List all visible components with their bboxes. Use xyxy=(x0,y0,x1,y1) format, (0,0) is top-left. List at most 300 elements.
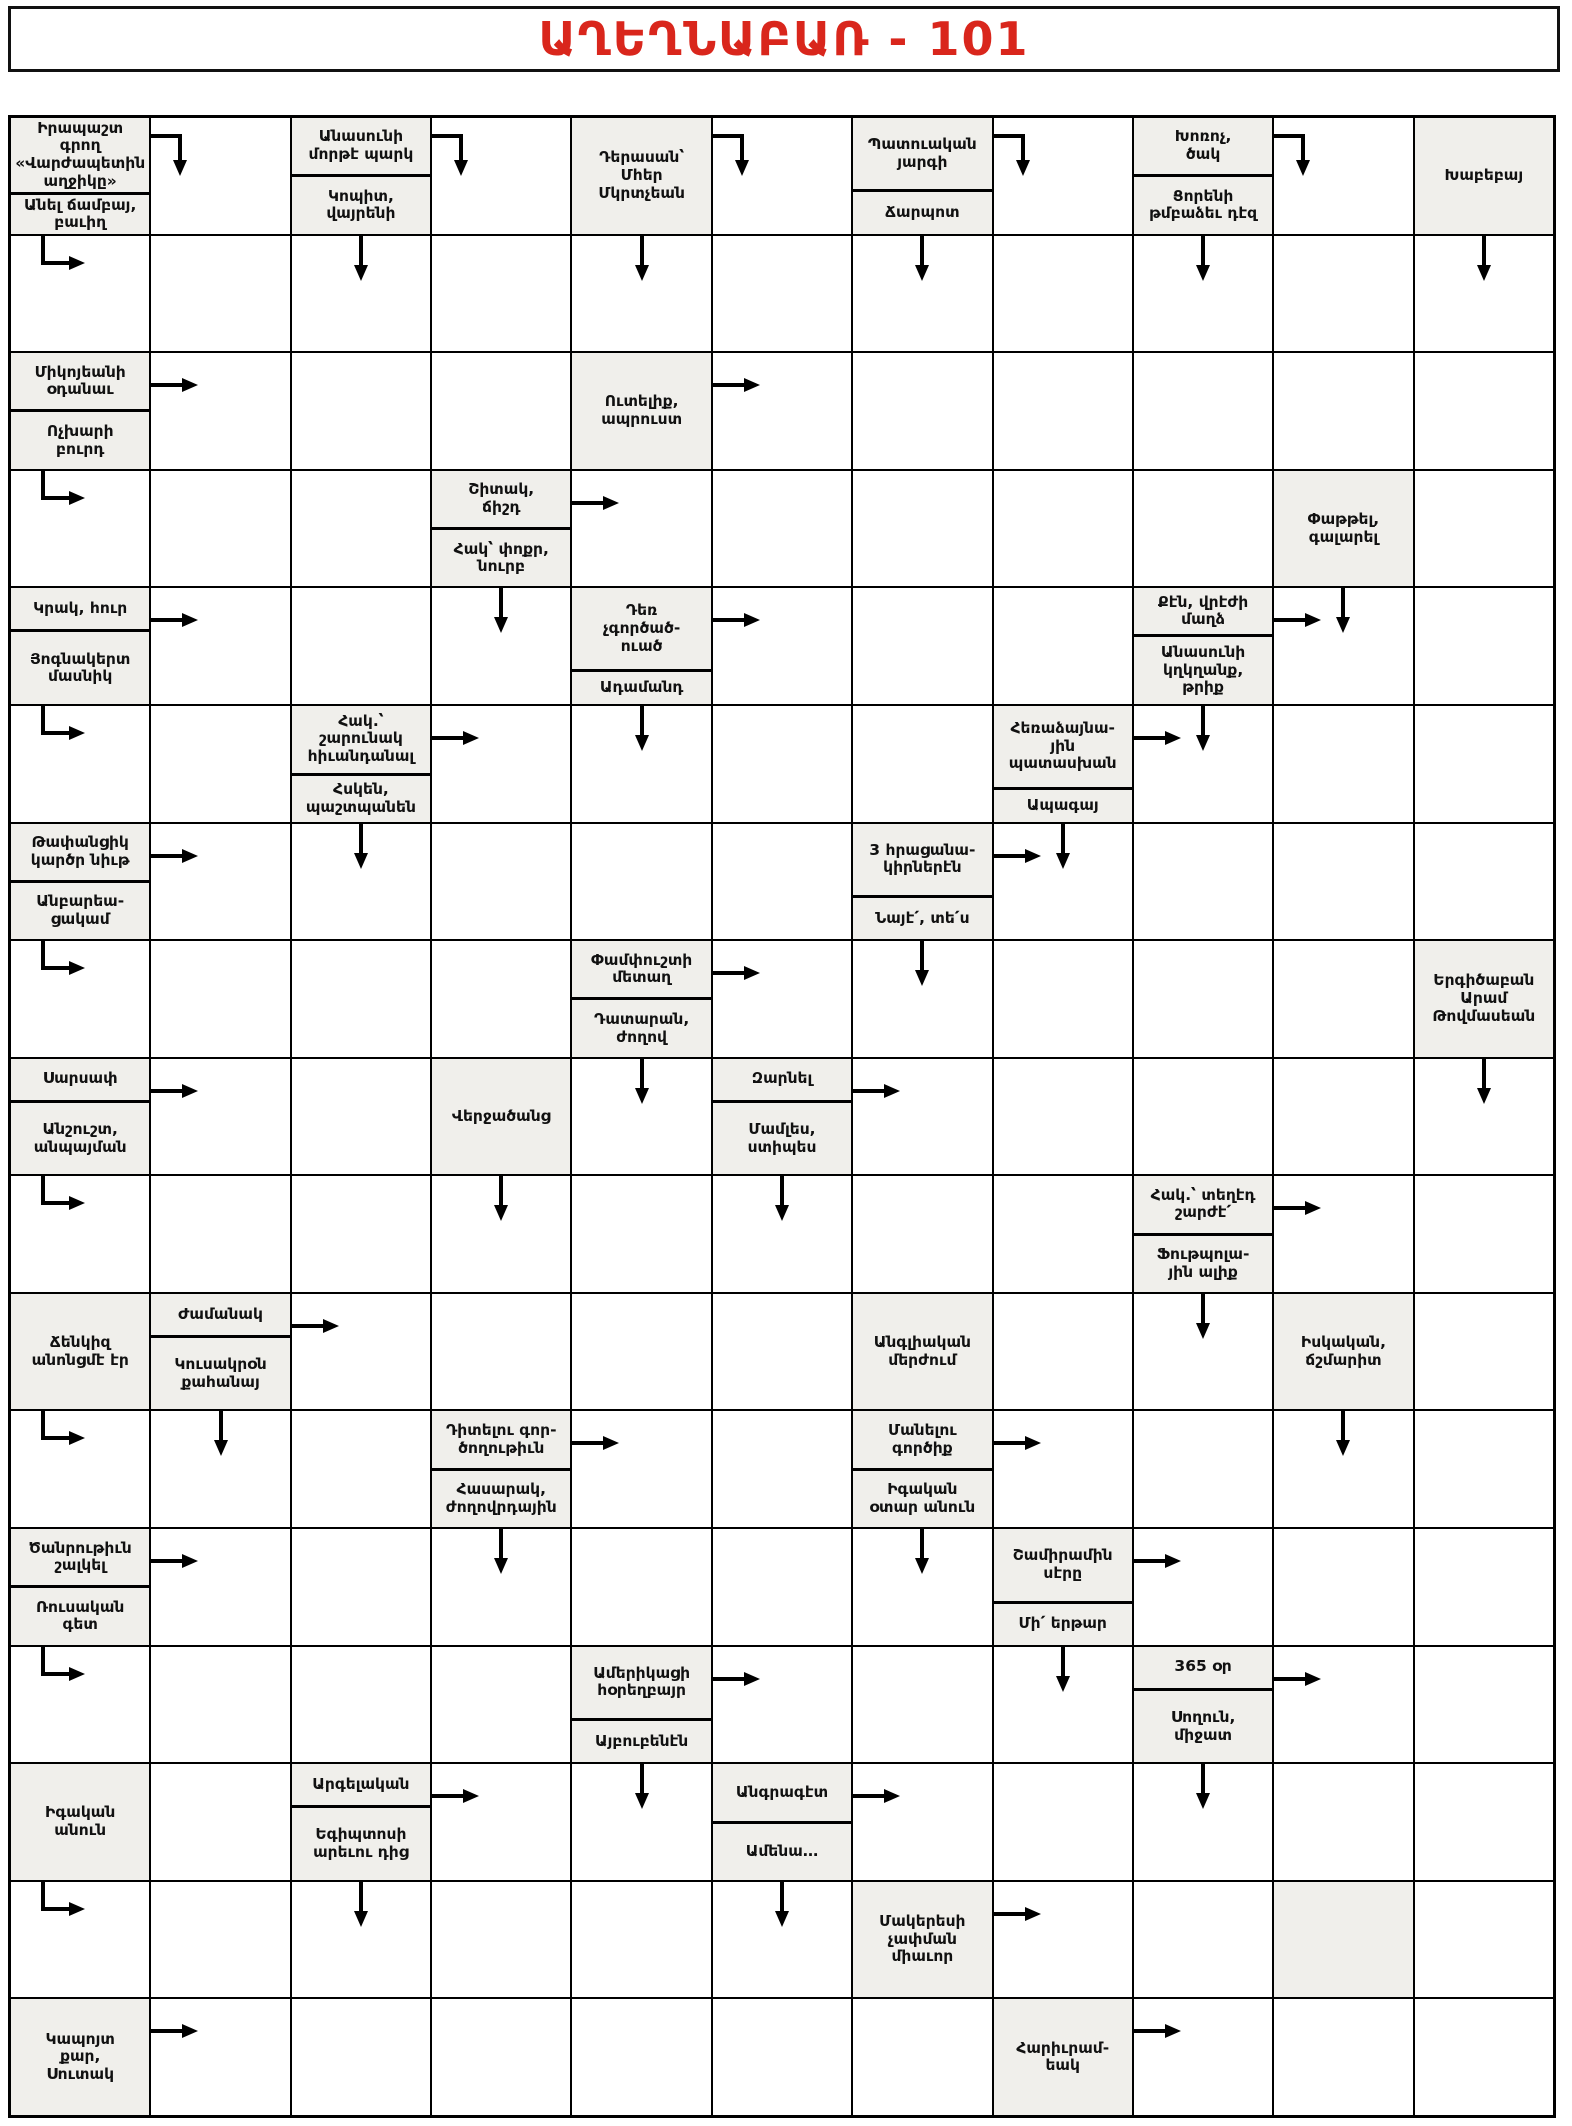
arrow-right-then-down-icon xyxy=(712,124,762,180)
clue-cell-r5c5 xyxy=(571,587,711,705)
answer-cell-r8c10[interactable] xyxy=(1273,940,1413,1058)
answer-cell-r9c9[interactable] xyxy=(1133,1058,1273,1176)
clue-text: Հեռաձայնա- յին պատասխան xyxy=(1008,718,1117,773)
answer-cell-r4c1[interactable] xyxy=(10,470,150,588)
clue-cell-r8c11 xyxy=(1414,940,1554,1058)
clue-text: Դեռ չգործած- ուած xyxy=(603,601,681,655)
answer-cell-r12c8[interactable] xyxy=(993,1410,1133,1528)
answer-cell-r7c5[interactable] xyxy=(571,823,711,941)
answer-cell-r5c6[interactable] xyxy=(712,587,852,705)
answer-cell-r4c11[interactable] xyxy=(1414,470,1554,588)
puzzle-title: ԱՂԵՂՆԱԲԱՌ - 101 xyxy=(538,12,1030,66)
answer-cell-r10c2[interactable] xyxy=(150,1175,290,1293)
clue-text: Անբարեա- ցակամ xyxy=(11,880,149,939)
clue-text: Եգիպտոսի արեւու դից xyxy=(292,1805,430,1879)
answer-cell-r3c10[interactable] xyxy=(1273,352,1413,470)
answer-cell-r13c9[interactable] xyxy=(1133,1528,1273,1646)
arrow-down-icon xyxy=(481,1528,521,1578)
answer-cell-r12c5[interactable] xyxy=(571,1410,711,1528)
answer-cell-r6c1[interactable] xyxy=(10,705,150,823)
answer-cell-r2c5[interactable] xyxy=(571,235,711,353)
answer-cell-r16c6[interactable] xyxy=(712,1881,852,1999)
clue-text: Շամիրամին սէրը xyxy=(1012,1546,1113,1582)
clue-cell-r13c8 xyxy=(993,1528,1133,1646)
clue-text: Անել ճամբայ, բաւիղ xyxy=(11,192,149,233)
answer-cell-r11c8[interactable] xyxy=(993,1293,1133,1411)
arrow-down-icon xyxy=(622,1763,662,1813)
arrow-down-icon xyxy=(341,235,381,285)
answer-cell-r15c2[interactable] xyxy=(150,1763,290,1881)
clue-cell-r15c1 xyxy=(10,1763,150,1881)
answer-cell-r13c7[interactable] xyxy=(852,1528,992,1646)
arrow-down-then-right-icon xyxy=(27,705,93,751)
clue-cell-r13c1 xyxy=(10,1528,150,1646)
answer-cell-r1c8[interactable] xyxy=(993,117,1133,235)
clue-cell-r6c3 xyxy=(291,705,431,823)
arrow-right-icon xyxy=(712,953,762,993)
arrow-right-then-down-icon xyxy=(993,124,1043,180)
clue-text: Շիտակ, ճիշդ xyxy=(468,480,535,516)
clue-cell-r11c7 xyxy=(852,1293,992,1411)
arrow-down-icon xyxy=(341,1881,381,1931)
answer-cell-r6c11[interactable] xyxy=(1414,705,1554,823)
clue-text: Մամլես, ստիպես xyxy=(713,1100,851,1174)
answer-cell-r3c3[interactable] xyxy=(291,352,431,470)
arrow-down-icon xyxy=(1183,1763,1223,1813)
answer-cell-r6c4[interactable] xyxy=(431,705,571,823)
clue-text: Խոռոչ, ծակ xyxy=(1174,127,1232,164)
answer-cell-r14c10[interactable] xyxy=(1273,1646,1413,1764)
answer-cell-r5c11[interactable] xyxy=(1414,587,1554,705)
answer-cell-r10c8[interactable] xyxy=(993,1175,1133,1293)
answer-cell-r4c7[interactable] xyxy=(852,470,992,588)
answer-cell-r4c3[interactable] xyxy=(291,470,431,588)
answer-cell-r11c3[interactable] xyxy=(291,1293,431,1411)
answer-cell-r16c1[interactable] xyxy=(10,1881,150,1999)
arrow-down-then-right-icon xyxy=(27,1646,93,1692)
clue-text: Կապոյտ քար, Սուտակ xyxy=(45,2029,115,2084)
answer-cell-r14c7[interactable] xyxy=(852,1646,992,1764)
clue-text: Սողուն, միջատ xyxy=(1134,1688,1272,1762)
puzzle-title-box xyxy=(8,6,1560,72)
answer-cell-r11c11[interactable] xyxy=(1414,1293,1554,1411)
answer-cell-r7c6[interactable] xyxy=(712,823,852,941)
arrow-down-icon xyxy=(622,235,662,285)
clue-cell-r15c6 xyxy=(712,1763,852,1881)
answer-cell-r12c10[interactable] xyxy=(1273,1410,1413,1528)
clue-cell-r10c9 xyxy=(1133,1175,1273,1293)
answer-cell-r15c4[interactable] xyxy=(431,1763,571,1881)
clue-text: Մի՛ երթար xyxy=(994,1601,1132,1645)
answer-cell-r2c2[interactable] xyxy=(150,235,290,353)
answer-cell-r14c6[interactable] xyxy=(712,1646,852,1764)
clue-text: Պատուական յարգի xyxy=(867,135,977,171)
answer-cell-r17c10[interactable] xyxy=(1273,1998,1413,2116)
answer-cell-r14c11[interactable] xyxy=(1414,1646,1554,1764)
answer-cell-r16c4[interactable] xyxy=(431,1881,571,1999)
answer-cell-r10c10[interactable] xyxy=(1273,1175,1413,1293)
answer-cell-r12c3[interactable] xyxy=(291,1410,431,1528)
clue-text: Ճարպոտ xyxy=(853,189,991,233)
answer-cell-r16c8[interactable] xyxy=(993,1881,1133,1999)
clue-cell-r11c2 xyxy=(150,1293,290,1411)
clue-cell-r1c11 xyxy=(1414,117,1554,235)
answer-cell-r4c9[interactable] xyxy=(1133,470,1273,588)
answer-cell-r3c4[interactable] xyxy=(431,352,571,470)
answer-cell-r2c8[interactable] xyxy=(993,235,1133,353)
answer-cell-r16c9[interactable] xyxy=(1133,1881,1273,1999)
answer-cell-r4c5[interactable] xyxy=(571,470,711,588)
answer-cell-r14c4[interactable] xyxy=(431,1646,571,1764)
arrow-down-icon xyxy=(341,823,381,873)
answer-cell-r7c4[interactable] xyxy=(431,823,571,941)
answer-cell-r2c7[interactable] xyxy=(852,235,992,353)
answer-cell-r10c5[interactable] xyxy=(571,1175,711,1293)
arrow-right-icon xyxy=(431,1776,481,1816)
clue-text: Երգիծաբան Արամ Թովմասեան xyxy=(1432,971,1536,1025)
clue-text: Իգական օտար անուն xyxy=(853,1468,991,1527)
arrow-right-icon xyxy=(150,600,200,640)
clue-cell-r14c9 xyxy=(1133,1646,1273,1764)
arrow-down-icon xyxy=(762,1881,802,1931)
answer-cell-r5c4[interactable] xyxy=(431,587,571,705)
clue-cell-r15c3 xyxy=(291,1763,431,1881)
clue-cell-r11c1 xyxy=(10,1293,150,1411)
answer-cell-r8c1[interactable] xyxy=(10,940,150,1058)
clue-cell-r6c8 xyxy=(993,705,1133,823)
answer-cell-r2c1[interactable] xyxy=(10,235,150,353)
clue-text: Դերասան՝ Մհեր Մկրտչեան xyxy=(598,148,685,202)
clue-text: Մակերեսի չափման միաւոր xyxy=(879,1912,966,1966)
answer-cell-r17c4[interactable] xyxy=(431,1998,571,2116)
arrow-right-icon xyxy=(1133,718,1183,758)
answer-cell-r5c3[interactable] xyxy=(291,587,431,705)
arrow-right-icon xyxy=(1273,1659,1323,1699)
answer-cell-r3c8[interactable] xyxy=(993,352,1133,470)
arrow-right-icon xyxy=(150,2011,200,2051)
answer-cell-r7c3[interactable] xyxy=(291,823,431,941)
answer-cell-r2c3[interactable] xyxy=(291,235,431,353)
clue-text: Ճենկիզ անոնցմէ էր xyxy=(31,1333,129,1369)
clue-text: Ժամանակ xyxy=(178,1304,263,1323)
arrow-right-then-down-icon xyxy=(431,124,481,180)
clue-text: Հարիւրամ- եակ xyxy=(1016,2038,1110,2075)
clue-text: Իսկական, ճշմարիտ xyxy=(1300,1333,1387,1369)
answer-cell-r17c11[interactable] xyxy=(1414,1998,1554,2116)
answer-cell-r2c4[interactable] xyxy=(431,235,571,353)
clue-text: Ամերիկացի հօրեղբայր xyxy=(593,1663,691,1700)
answer-cell-r6c7[interactable] xyxy=(852,705,992,823)
answer-cell-r3c7[interactable] xyxy=(852,352,992,470)
clue-cell-r5c1 xyxy=(10,587,150,705)
arrow-down-icon xyxy=(902,940,942,990)
answer-cell-r1c2[interactable] xyxy=(150,117,290,235)
arrow-down-icon xyxy=(481,587,521,637)
answer-cell-r6c6[interactable] xyxy=(712,705,852,823)
answer-cell-r6c9[interactable] xyxy=(1133,705,1273,823)
answer-cell-r17c7[interactable] xyxy=(852,1998,992,2116)
arrow-right-icon xyxy=(150,1071,200,1111)
answer-cell-r15c11[interactable] xyxy=(1414,1763,1554,1881)
arrow-down-icon xyxy=(1323,587,1363,637)
answer-cell-r7c11[interactable] xyxy=(1414,823,1554,941)
answer-cell-r5c7[interactable] xyxy=(852,587,992,705)
clue-text: Դատարան, ժողով xyxy=(572,997,710,1056)
clue-text: Ֆութպոլա- յին ալիք xyxy=(1134,1233,1272,1292)
arrow-right-icon xyxy=(1273,1188,1323,1228)
answer-cell-r8c2[interactable] xyxy=(150,940,290,1058)
clue-text: Կոպիտ, վայրենի xyxy=(292,174,430,233)
answer-cell-r16c11[interactable] xyxy=(1414,1881,1554,1999)
arrow-down-icon xyxy=(1183,705,1223,755)
answer-cell-r15c10[interactable] xyxy=(1273,1763,1413,1881)
answer-cell-r6c10[interactable] xyxy=(1273,705,1413,823)
arrow-down-icon xyxy=(1323,1410,1363,1460)
clue-cell-r7c7 xyxy=(852,823,992,941)
answer-cell-r16c5[interactable] xyxy=(571,1881,711,1999)
answer-cell-r15c5[interactable] xyxy=(571,1763,711,1881)
answer-cell-r16c2[interactable] xyxy=(150,1881,290,1999)
arrow-down-icon xyxy=(1043,823,1083,873)
arrow-right-icon xyxy=(993,1423,1043,1463)
answer-cell-r10c6[interactable] xyxy=(712,1175,852,1293)
answer-cell-r12c6[interactable] xyxy=(712,1410,852,1528)
answer-cell-r2c11[interactable] xyxy=(1414,235,1554,353)
answer-cell-r3c11[interactable] xyxy=(1414,352,1554,470)
answer-cell-r12c1[interactable] xyxy=(10,1410,150,1528)
answer-cell-r5c10[interactable] xyxy=(1273,587,1413,705)
clue-cell-r9c6 xyxy=(712,1058,852,1176)
arrow-down-icon xyxy=(201,1410,241,1460)
clue-text: Յոգնակերտ մասնիկ xyxy=(11,629,149,703)
arrow-down-icon xyxy=(762,1175,802,1225)
clue-text: 365 օր xyxy=(1174,1657,1232,1676)
arrow-right-icon xyxy=(993,1894,1043,1934)
answer-cell-r17c2[interactable] xyxy=(150,1998,290,2116)
clue-text: Այբուբենէն xyxy=(572,1718,710,1762)
answer-cell-r8c4[interactable] xyxy=(431,940,571,1058)
answer-cell-r10c11[interactable] xyxy=(1414,1175,1554,1293)
answer-cell-r15c7[interactable] xyxy=(852,1763,992,1881)
answer-cell-r15c8[interactable] xyxy=(993,1763,1133,1881)
arrow-right-icon xyxy=(993,836,1043,876)
answer-cell-r4c2[interactable] xyxy=(150,470,290,588)
arrow-down-icon xyxy=(902,1528,942,1578)
clue-text: Փամփուշտի մետաղ xyxy=(591,950,693,987)
answer-cell-r8c3[interactable] xyxy=(291,940,431,1058)
answer-cell-r7c9[interactable] xyxy=(1133,823,1273,941)
shaded-filler-cell-r16c10 xyxy=(1273,1881,1413,1999)
arrow-down-icon xyxy=(1043,1646,1083,1696)
answer-cell-r13c2[interactable] xyxy=(150,1528,290,1646)
answer-cell-r12c9[interactable] xyxy=(1133,1410,1273,1528)
arrow-down-then-right-icon xyxy=(27,470,93,516)
arrow-down-icon xyxy=(1183,235,1223,285)
arrow-down-then-right-icon xyxy=(27,1881,93,1927)
answer-cell-r5c2[interactable] xyxy=(150,587,290,705)
answer-cell-r13c5[interactable] xyxy=(571,1528,711,1646)
clue-cell-r4c10 xyxy=(1273,470,1413,588)
answer-cell-r10c4[interactable] xyxy=(431,1175,571,1293)
arrow-right-icon xyxy=(1133,2011,1183,2051)
answer-cell-r12c11[interactable] xyxy=(1414,1410,1554,1528)
clue-cell-r11c10 xyxy=(1273,1293,1413,1411)
arrow-right-then-down-icon xyxy=(150,124,200,180)
answer-cell-r1c6[interactable] xyxy=(712,117,852,235)
answer-cell-r13c3[interactable] xyxy=(291,1528,431,1646)
answer-cell-r6c5[interactable] xyxy=(571,705,711,823)
answer-cell-r11c5[interactable] xyxy=(571,1293,711,1411)
clue-text: Անգրագէտ xyxy=(735,1782,829,1801)
answer-cell-r17c5[interactable] xyxy=(571,1998,711,2116)
answer-cell-r16c3[interactable] xyxy=(291,1881,431,1999)
answer-cell-r17c9[interactable] xyxy=(1133,1998,1273,2116)
answer-cell-r8c7[interactable] xyxy=(852,940,992,1058)
answer-cell-r13c6[interactable] xyxy=(712,1528,852,1646)
answer-cell-r3c9[interactable] xyxy=(1133,352,1273,470)
answer-cell-r8c6[interactable] xyxy=(712,940,852,1058)
answer-cell-r2c9[interactable] xyxy=(1133,235,1273,353)
clue-text: Անգլիական մերժում xyxy=(873,1333,971,1369)
clue-cell-r1c1 xyxy=(10,117,150,235)
clue-cell-r3c1 xyxy=(10,352,150,470)
answer-cell-r9c8[interactable] xyxy=(993,1058,1133,1176)
answer-cell-r11c6[interactable] xyxy=(712,1293,852,1411)
arrow-right-icon xyxy=(712,1659,762,1699)
clue-cell-r12c7 xyxy=(852,1410,992,1528)
clue-text: Ցորենի թմբաձեւ դէզ xyxy=(1134,174,1272,233)
arrow-right-icon xyxy=(571,483,621,523)
arrow-down-then-right-icon xyxy=(27,940,93,986)
clue-text: Խաբեբայ xyxy=(1444,165,1524,184)
answer-cell-r14c8[interactable] xyxy=(993,1646,1133,1764)
clue-text: Անշուշտ, անպայման xyxy=(11,1100,149,1174)
answer-cell-r9c3[interactable] xyxy=(291,1058,431,1176)
clue-text: Ոչխարի բուրդ xyxy=(11,409,149,468)
answer-cell-r6c2[interactable] xyxy=(150,705,290,823)
answer-cell-r13c4[interactable] xyxy=(431,1528,571,1646)
clue-text: Ծանրութիւն շալկել xyxy=(28,1538,132,1575)
answer-cell-r7c10[interactable] xyxy=(1273,823,1413,941)
arrow-down-then-right-icon xyxy=(27,1175,93,1221)
answer-cell-r13c10[interactable] xyxy=(1273,1528,1413,1646)
arrow-right-then-down-icon xyxy=(1273,124,1323,180)
clue-cell-r16c7 xyxy=(852,1881,992,1999)
answer-cell-r15c9[interactable] xyxy=(1133,1763,1273,1881)
clue-text: Իգական անուն xyxy=(45,1803,116,1840)
arrow-right-icon xyxy=(150,1541,200,1581)
answer-cell-r8c8[interactable] xyxy=(993,940,1133,1058)
answer-cell-r11c4[interactable] xyxy=(431,1293,571,1411)
answer-cell-r4c8[interactable] xyxy=(993,470,1133,588)
answer-cell-r14c2[interactable] xyxy=(150,1646,290,1764)
clue-text: Հակ՝ փոքր, նուրբ xyxy=(432,527,570,586)
arrow-right-icon xyxy=(571,1423,621,1463)
arrow-down-then-right-icon xyxy=(27,1410,93,1456)
clue-text: Անասունի կղկղանք, թրիք xyxy=(1134,634,1272,704)
arrow-right-icon xyxy=(150,365,200,405)
clue-cell-r1c5 xyxy=(571,117,711,235)
arrow-right-icon xyxy=(1133,1541,1183,1581)
answer-cell-r2c10[interactable] xyxy=(1273,235,1413,353)
clue-cell-r8c5 xyxy=(571,940,711,1058)
clue-cell-r17c1 xyxy=(10,1998,150,2116)
answer-cell-r10c7[interactable] xyxy=(852,1175,992,1293)
clue-cell-r3c5 xyxy=(571,352,711,470)
clue-text: Անասունի մորթէ պարկ xyxy=(308,127,414,164)
answer-cell-r14c1[interactable] xyxy=(10,1646,150,1764)
clue-text: Քէն, վրէժի մաղձ xyxy=(1157,592,1249,629)
answer-cell-r10c1[interactable] xyxy=(10,1175,150,1293)
arrow-down-icon xyxy=(1464,235,1504,285)
clue-text: Փաթթել, գալարել xyxy=(1307,509,1380,546)
answer-cell-r3c2[interactable] xyxy=(150,352,290,470)
answer-cell-r17c3[interactable] xyxy=(291,1998,431,2116)
clue-text: 3 հրացանա- կիրներէն xyxy=(869,840,976,877)
clue-cell-r9c4 xyxy=(431,1058,571,1176)
clue-text: Դիտելու գոր- ծողութիւն xyxy=(445,1420,557,1457)
clue-text: Ապագայ xyxy=(994,787,1132,822)
answer-cell-r5c8[interactable] xyxy=(993,587,1133,705)
puzzle-grid xyxy=(8,115,1556,2118)
clue-text: Արգելական xyxy=(312,1774,410,1793)
clue-text: Հակ.՝ տեղէդ շարժէ՛ xyxy=(1150,1185,1256,1222)
answer-cell-r9c7[interactable] xyxy=(852,1058,992,1176)
clue-cell-r14c5 xyxy=(571,1646,711,1764)
clue-text: Ամենա… xyxy=(713,1821,851,1880)
arrow-down-icon xyxy=(902,235,942,285)
arrow-down-then-right-icon xyxy=(27,235,93,281)
clue-cell-r9c1 xyxy=(10,1058,150,1176)
answer-cell-r10c3[interactable] xyxy=(291,1175,431,1293)
clue-text: Նայէ՛, տե՛ս xyxy=(853,895,991,939)
answer-cell-r11c9[interactable] xyxy=(1133,1293,1273,1411)
arrow-down-icon xyxy=(481,1175,521,1225)
clue-text: Ադամանդ xyxy=(572,669,710,704)
arrow-right-icon xyxy=(431,718,481,758)
answer-cell-r2c6[interactable] xyxy=(712,235,852,353)
answer-cell-r9c11[interactable] xyxy=(1414,1058,1554,1176)
arrow-right-icon xyxy=(1273,600,1323,640)
clue-text: Հակ.՝ շարունակ հիւանդանալ xyxy=(307,711,415,766)
arrow-right-icon xyxy=(712,600,762,640)
arrow-down-icon xyxy=(1183,1293,1223,1343)
answer-cell-r1c4[interactable] xyxy=(431,117,571,235)
answer-cell-r4c6[interactable] xyxy=(712,470,852,588)
clue-text: Ուտելիք, ապրուստ xyxy=(601,392,683,428)
answer-cell-r7c8[interactable] xyxy=(993,823,1133,941)
answer-cell-r9c5[interactable] xyxy=(571,1058,711,1176)
answer-cell-r12c2[interactable] xyxy=(150,1410,290,1528)
arrow-down-icon xyxy=(1464,1058,1504,1108)
answer-cell-r13c11[interactable] xyxy=(1414,1528,1554,1646)
answer-cell-r9c10[interactable] xyxy=(1273,1058,1413,1176)
clue-cell-r4c4 xyxy=(431,470,571,588)
clue-text: Վերջածանց xyxy=(451,1106,551,1125)
clue-text: Թափանցիկ կարծր նիւթ xyxy=(30,833,130,869)
clue-cell-r5c9 xyxy=(1133,587,1273,705)
answer-cell-r14c3[interactable] xyxy=(291,1646,431,1764)
clue-text: Հսկեն, պաշտպանեն xyxy=(292,773,430,822)
answer-cell-r1c10[interactable] xyxy=(1273,117,1413,235)
answer-cell-r3c6[interactable] xyxy=(712,352,852,470)
answer-cell-r9c2[interactable] xyxy=(150,1058,290,1176)
answer-cell-r8c9[interactable] xyxy=(1133,940,1273,1058)
clue-cell-r1c3 xyxy=(291,117,431,235)
arrow-right-icon xyxy=(852,1776,902,1816)
answer-cell-r17c6[interactable] xyxy=(712,1998,852,2116)
answer-cell-r7c2[interactable] xyxy=(150,823,290,941)
